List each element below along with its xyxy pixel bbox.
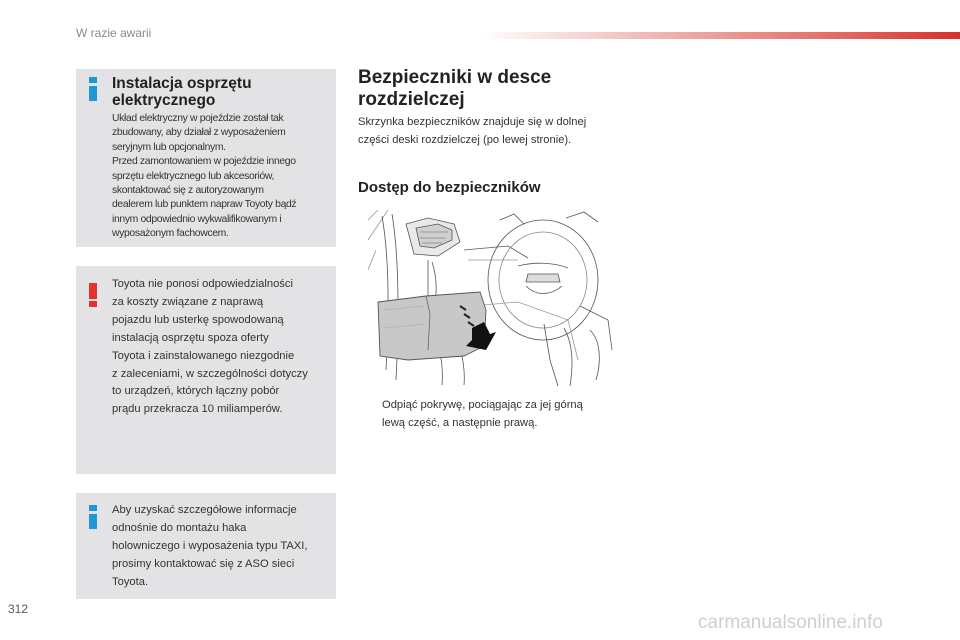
text-line: instalacją osprzętu spoza oferty	[112, 331, 269, 344]
text-line: to urządzeń, których łączny pobór	[112, 385, 280, 398]
text-line: zbudowany, aby działał z wyposażeniem	[112, 127, 286, 139]
text-line: sprzętu elektrycznego lub akcesoriów,	[112, 170, 275, 182]
text-line: holowniczego i wyposażenia typu TAXI,	[112, 539, 308, 552]
warning-icon	[88, 283, 98, 307]
text-line: Odpiąć pokrywę, pociągając za jej górną	[382, 399, 583, 411]
text-line: Przed zamontowaniem w pojeździe innego	[112, 156, 296, 168]
text-line: za koszty związane z naprawą	[112, 295, 264, 308]
warning-box	[76, 266, 336, 474]
step-text	[382, 397, 583, 433]
header-accent-bar	[480, 32, 960, 39]
box-text	[112, 112, 296, 242]
section-title: W razie awarii	[76, 26, 152, 40]
text-line: prądu przekracza 10 miliamperów.	[112, 403, 283, 416]
text-line: Toyota nie ponosi odpowiedzialności	[112, 278, 293, 290]
page-heading	[358, 67, 551, 111]
text-line: części deski rozdzielczej (po lewej stronie).	[358, 133, 572, 146]
info-icon	[86, 505, 100, 529]
box-text	[112, 276, 308, 419]
text-line: Toyota.	[112, 575, 149, 588]
watermark: carmanualsonline.info	[698, 612, 883, 633]
box-title-line: Instalacja osprzętu	[112, 75, 252, 92]
text-line: Aby uzyskać szczegółowe informacje	[112, 504, 297, 516]
text-line: Skrzynka bezpieczników znajduje się w dolnej	[358, 116, 587, 128]
info-icon	[86, 77, 100, 101]
box-text	[112, 502, 307, 592]
info-box-electrical	[76, 69, 336, 247]
intro-text	[358, 114, 586, 150]
heading-line: rozdzielczej	[358, 89, 465, 110]
box-title	[112, 75, 252, 109]
info-box-towing	[76, 493, 336, 599]
text-line: dealerem lub punktem napraw Toyoty bądź	[112, 199, 297, 211]
text-line: pojazdu lub usterkę spowodowaną	[112, 313, 284, 326]
text-line: prosimy kontaktować się z ASO sieci	[112, 557, 295, 570]
page-number: 312	[8, 602, 29, 616]
text-line: wyposażonym fachowcem.	[112, 228, 229, 240]
box-title-line: elektrycznego	[112, 92, 216, 109]
text-line: skontaktować się z autoryzowanym	[112, 185, 264, 197]
section-subheading: Dostęp do bezpieczników	[358, 179, 541, 196]
text-line: Układ elektryczny w pojeździe został tak	[112, 113, 284, 124]
text-line: seryjnym lub opcjonalnym.	[112, 141, 226, 153]
text-line: Toyota i zainstalowanego niezgodnie	[112, 349, 295, 362]
text-line: z zaleceniami, w szczególności dotyczy	[112, 367, 308, 380]
dashboard-fusebox-illustration	[368, 210, 614, 388]
heading-line: Bezpieczniki w desce	[358, 67, 552, 88]
text-line: lewą część, a następnie prawą.	[382, 416, 538, 429]
text-line: innym odpowiednio wykwalifikowanym i	[112, 213, 282, 225]
text-line: odnośnie do montażu haka	[112, 521, 247, 534]
